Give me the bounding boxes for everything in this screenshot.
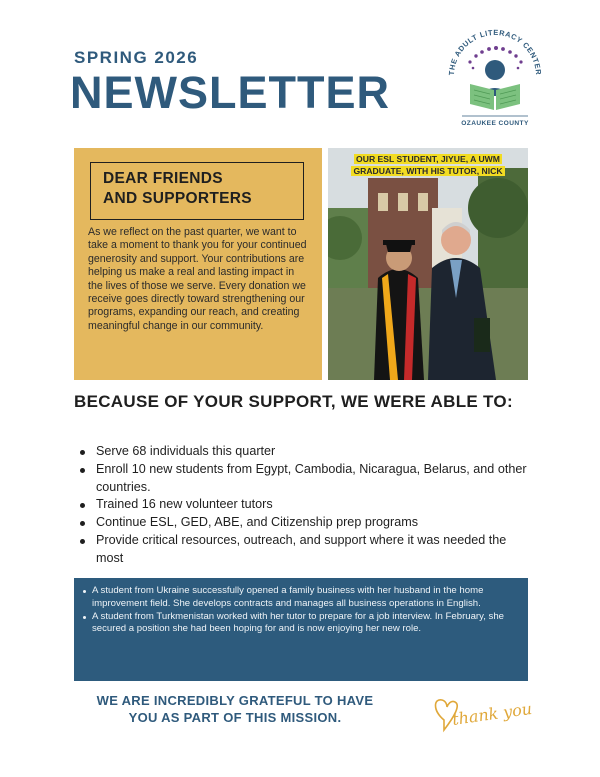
newsletter-title: NEWSLETTER (70, 67, 390, 118)
open-book-icon (470, 84, 520, 110)
student-tutor-photo (328, 148, 528, 380)
list-item: Provide critical resources, outreach, and support where it was needed the most (78, 532, 528, 568)
list-item: Trained 16 new volunteer tutors (78, 496, 528, 514)
letter-body: As we reflect on the past quarter, we want to take a moment to thank you for your continued generosity and support. Your contributions are helping us make a real and lasting impact in the lives of those we serve. Every donation we receive goes directly toward strengthening our programs, expanding our reach, and creating meaningful change in our community. (88, 226, 307, 332)
logo-county-text: OZAUKEE COUNTY (461, 120, 529, 127)
story-item: A student from Turkmenistan worked with her tutor to prepare for a job interview. In February, she secured a position she had been hoping for and is now enjoying her new role. (80, 611, 520, 637)
letter-panel (74, 148, 322, 380)
story-item: A student from Ukraine successfully opened a family business with her husband in the home improvement field. She develops contracts and manages all business operations in English. (80, 585, 520, 611)
list-item: Serve 68 individuals this quarter (78, 443, 528, 461)
letter-heading-line1: DEAR FRIENDS (103, 170, 223, 187)
season-label: SPRING 2026 (74, 48, 199, 67)
closing-line1: WE ARE INCREDIBLY GRATEFUL TO HAVE (96, 693, 374, 708)
list-item: Continue ESL, GED, ABE, and Citizenship prep programs (78, 514, 528, 532)
support-heading: BECAUSE OF YOUR SUPPORT, WE WERE ABLE TO: (74, 392, 513, 411)
closing-line2: YOU AS PART OF THIS MISSION. (128, 710, 342, 725)
reader-head-icon (485, 60, 505, 80)
letter-heading-box (90, 162, 304, 220)
photo-caption: OUR ESL STUDENT, JIYUE, A UWM GRADUATE, WITH HIS TUTOR, NICK (353, 154, 503, 176)
support-list (78, 443, 528, 568)
letter-heading-line2: AND SUPPORTERS (103, 190, 252, 207)
thank-you-signature (428, 690, 538, 740)
signature-text: thank you (450, 698, 534, 729)
logo-arc-text: THE ADULT LITERACY CENTER (446, 27, 544, 76)
success-stories-panel (74, 578, 528, 681)
literacy-center-logo (440, 18, 550, 130)
list-item: Enroll 10 new students from Egypt, Cambodia, Nicaragua, Belarus, and other countries. (78, 461, 528, 497)
closing-message (70, 692, 400, 726)
